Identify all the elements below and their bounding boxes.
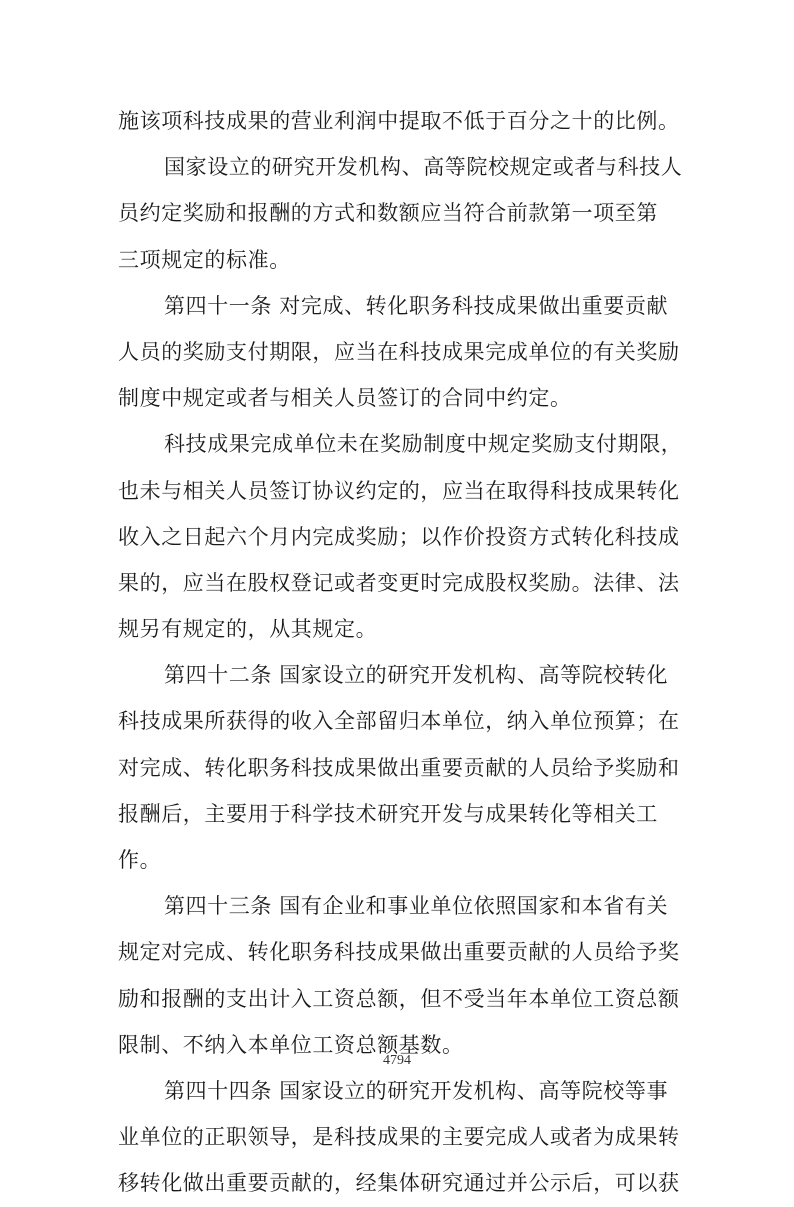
text-line: 限制、不纳入本单位工资总额基数。	[118, 1032, 464, 1057]
text-line: 科技成果完成单位未在奖励制度中规定奖励支付期限，	[164, 432, 683, 457]
text-line: 国家设立的研究开发机构、高等院校规定或者与科技人	[164, 155, 683, 180]
text-line: 移转化做出重要贡献的，经集体研究通过并公示后，可以获	[118, 1171, 680, 1196]
text-line: 规另有规定的，从其规定。	[118, 617, 378, 642]
text-line: 施该项科技成果的营业利润中提取不低于百分之十的比例。	[118, 109, 680, 133]
text-line: 三项规定的标准。	[118, 247, 291, 272]
text-line: 收入之日起六个月内完成奖励；以作价投资方式转化科技成	[118, 524, 680, 549]
text-line: 报酬后，主要用于科学技术研究开发与成果转化等相关工	[118, 801, 658, 826]
text-line: 第四十三条 国有企业和事业单位依照国家和本省有关	[164, 894, 669, 919]
text-line: 励和报酬的支出计入工资总额，但不受当年本单位工资总额	[118, 986, 680, 1011]
text-line: 也未与相关人员签订协议约定的，应当在取得科技成果转化	[118, 478, 680, 503]
text-line: 规定对完成、转化职务科技成果做出重要贡献的人员给予奖	[118, 940, 680, 965]
text-line: 对完成、转化职务科技成果做出重要贡献的人员给予奖励和	[118, 755, 680, 780]
text-line: 第四十二条 国家设立的研究开发机构、高等院校转化	[164, 663, 669, 688]
text-line: 科技成果所获得的收入全部留归本单位，纳入单位预算；在	[118, 709, 680, 734]
text-line: 第四十四条 国家设立的研究开发机构、高等院校等事	[164, 1078, 669, 1103]
text-line: 第四十一条 对完成、转化职务科技成果做出重要贡献	[164, 293, 669, 318]
text-line: 人员的奖励支付期限，应当在科技成果完成单位的有关奖励	[118, 339, 680, 364]
text-line: 业单位的正职领导，是科技成果的主要完成人或者为成果转	[118, 1125, 680, 1150]
text-line: 员约定奖励和报酬的方式和数额应当符合前款第一项至第	[118, 201, 658, 226]
page-number: 4794	[383, 1053, 411, 1068]
text-line: 果的，应当在股权登记或者变更时完成股权奖励。法律、法	[118, 570, 680, 595]
body-text	[118, 98, 683, 1207]
text-line: 作。	[118, 848, 162, 872]
text-line: 制度中规定或者与相关人员签订的合同中约定。	[118, 386, 572, 411]
